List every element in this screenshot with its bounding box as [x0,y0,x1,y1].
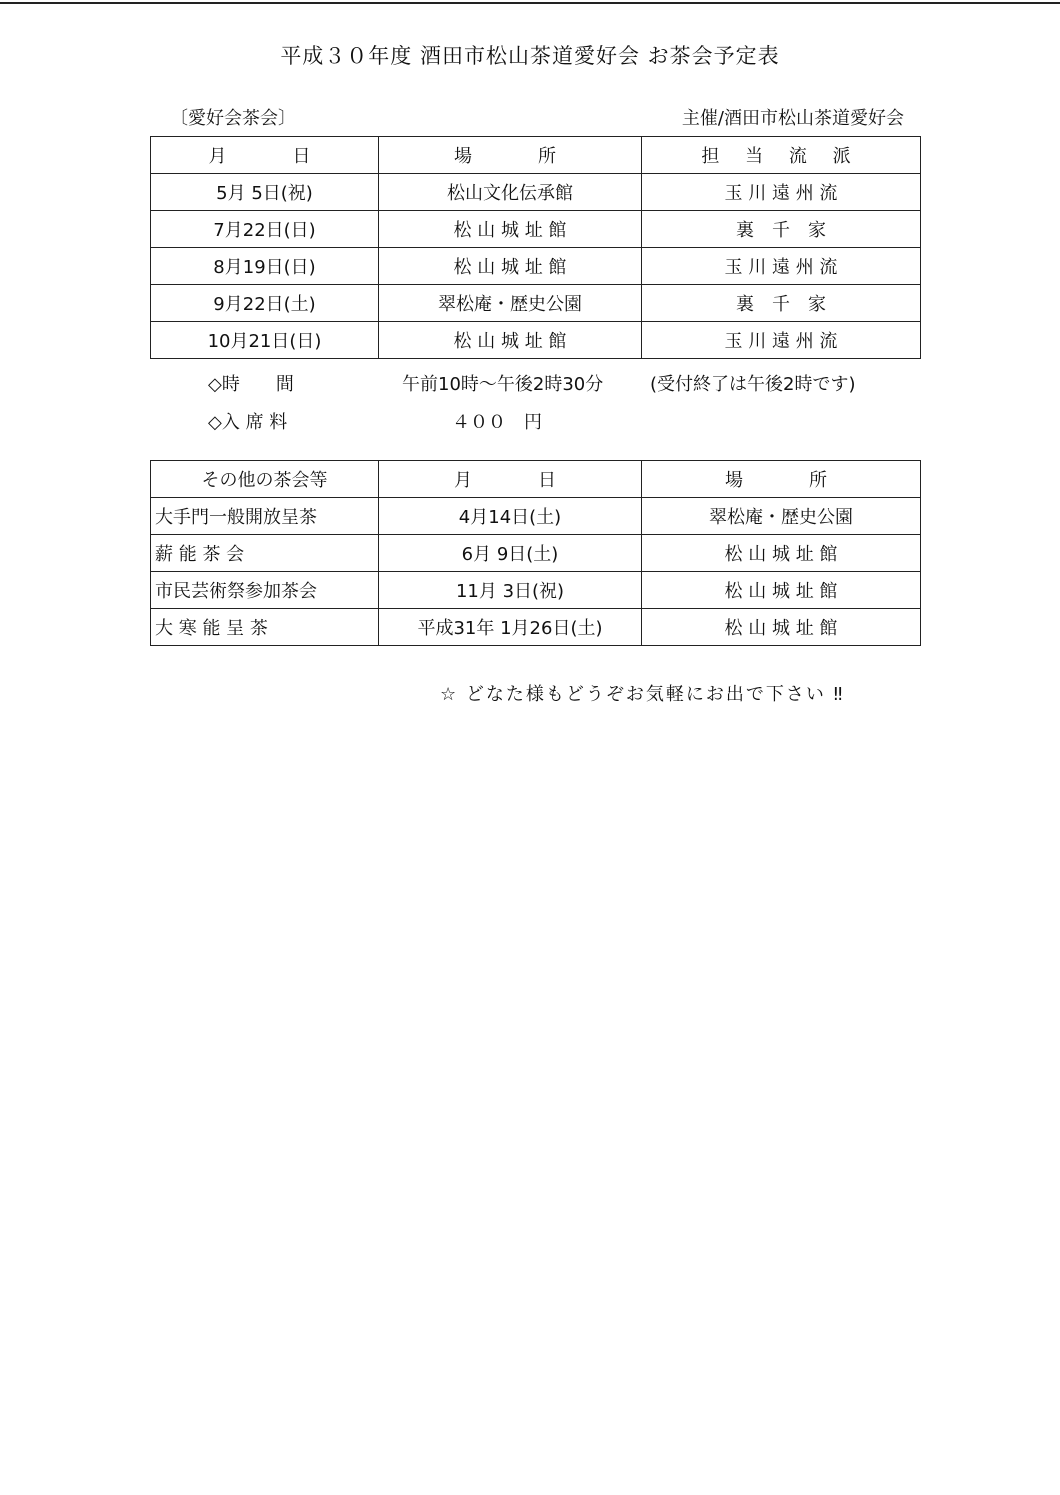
fee-value: ４００ 円 [452,412,542,433]
row-event: 大 寒 能 呈 茶 [151,609,379,646]
table-row [151,572,921,609]
other-tea-events-table [150,460,921,646]
row-school: 裏 千 家 [642,285,921,322]
table-row [151,211,921,248]
table-row [151,174,921,211]
table-row [151,498,921,535]
row-date: 4月14日(土) [379,498,642,535]
row-event: 薪 能 茶 会 [151,535,379,572]
document-title: 平成３０年度 酒田市松山茶道愛好会 お茶会予定表 [280,44,780,68]
row-place: 松 山 城 址 館 [642,535,921,572]
row-date: 7月22日(日) [151,211,379,248]
table-row [151,535,921,572]
header-date: 月 日 [151,137,379,174]
row-place: 松 山 城 址 館 [642,609,921,646]
row-place: 松 山 城 址 館 [379,322,642,359]
table-row [151,285,921,322]
row-place: 松 山 城 址 館 [642,572,921,609]
row-school: 玉 川 遠 州 流 [642,174,921,211]
table-row [151,609,921,646]
table-row [151,322,921,359]
header-date: 月 日 [379,461,642,498]
table-header-row [151,137,921,174]
scan-edge-line [0,2,1060,4]
row-date: 平成31年 1月26日(土) [379,609,642,646]
row-school: 玉 川 遠 州 流 [642,322,921,359]
header-place: 場 所 [642,461,921,498]
row-place: 翠松庵・歴史公園 [379,285,642,322]
table-header-row [151,461,921,498]
row-date: 6月 9日(土) [379,535,642,572]
time-label: ◇時 間 [208,374,294,395]
row-place: 翠松庵・歴史公園 [642,498,921,535]
footer-invitation: ☆ どなた様もどうぞお気軽にお出で下さい ‼ [440,684,845,705]
header-place: 場 所 [379,137,642,174]
row-school: 玉 川 遠 州 流 [642,248,921,285]
row-date: 5月 5日(祝) [151,174,379,211]
section-label-club-tea: 〔愛好会茶会〕 [170,108,296,129]
row-place: 松 山 城 址 館 [379,211,642,248]
row-event: 大手門一般開放呈茶 [151,498,379,535]
fee-label: ◇入 席 料 [208,412,288,433]
row-place: 松 山 城 址 館 [379,248,642,285]
header-event: その他の茶会等 [151,461,379,498]
club-tea-schedule-table [150,136,921,359]
row-school: 裏 千 家 [642,211,921,248]
row-date: 11月 3日(祝) [379,572,642,609]
table-row [151,248,921,285]
time-value: 午前10時～午後2時30分 [402,374,604,395]
header-school: 担 当 流 派 [642,137,921,174]
time-note: (受付終了は午後2時です) [650,374,856,395]
organizer-text: 主催/酒田市松山茶道愛好会 [681,108,904,129]
row-date: 10月21日(日) [151,322,379,359]
row-event: 市民芸術祭参加茶会 [151,572,379,609]
row-date: 9月22日(土) [151,285,379,322]
row-date: 8月19日(日) [151,248,379,285]
row-place: 松山文化伝承館 [379,174,642,211]
